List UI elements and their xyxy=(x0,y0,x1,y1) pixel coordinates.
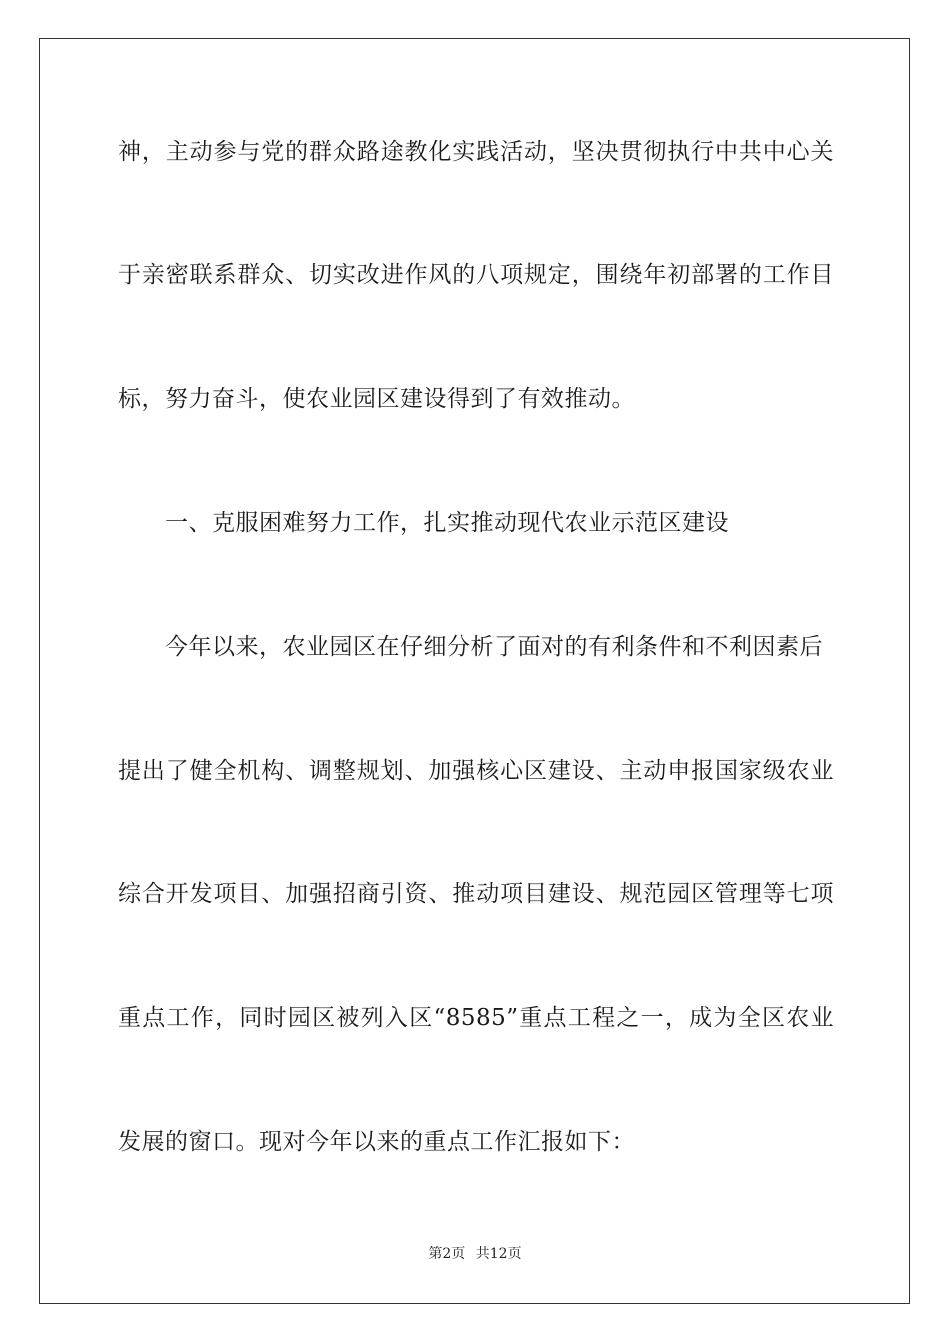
paragraph-line: 综合开发项目、加强招商引资、推动项目建设、规范园区管理等七项 xyxy=(118,881,834,907)
page-border xyxy=(39,38,910,1304)
paragraph-line: 今年以来，农业园区在仔细分析了面对的有利条件和不利因素后 xyxy=(165,634,823,660)
paragraph-line: 于亲密联系群众、切实改进作风的八项规定，围绕年初部署的工作目 xyxy=(118,262,834,288)
paragraph-line: 发展的窗口。现对今年以来的重点工作汇报如下： xyxy=(118,1129,635,1155)
paragraph-line: 提出了健全机构、调整规划、加强核心区建设、主动申报国家级农业 xyxy=(118,758,834,784)
page-number-total: 共12页 xyxy=(475,1246,522,1262)
paragraph-line: 标，努力奋斗，使农业园区建设得到了有效推动。 xyxy=(118,386,635,412)
page-footer xyxy=(0,1245,950,1263)
page-number-current: 第2页 xyxy=(428,1246,466,1262)
paragraph-line: 重点工作，同时园区被列入区“8585”重点工程之一，成为全区农业 xyxy=(118,1005,834,1031)
paragraph-line: 神，主动参与党的群众路途教化实践活动，坚决贯彻执行中共中心关 xyxy=(118,139,834,165)
section-heading: 一、克服困难努力工作，扎实推动现代农业示范区建设 xyxy=(165,510,729,536)
